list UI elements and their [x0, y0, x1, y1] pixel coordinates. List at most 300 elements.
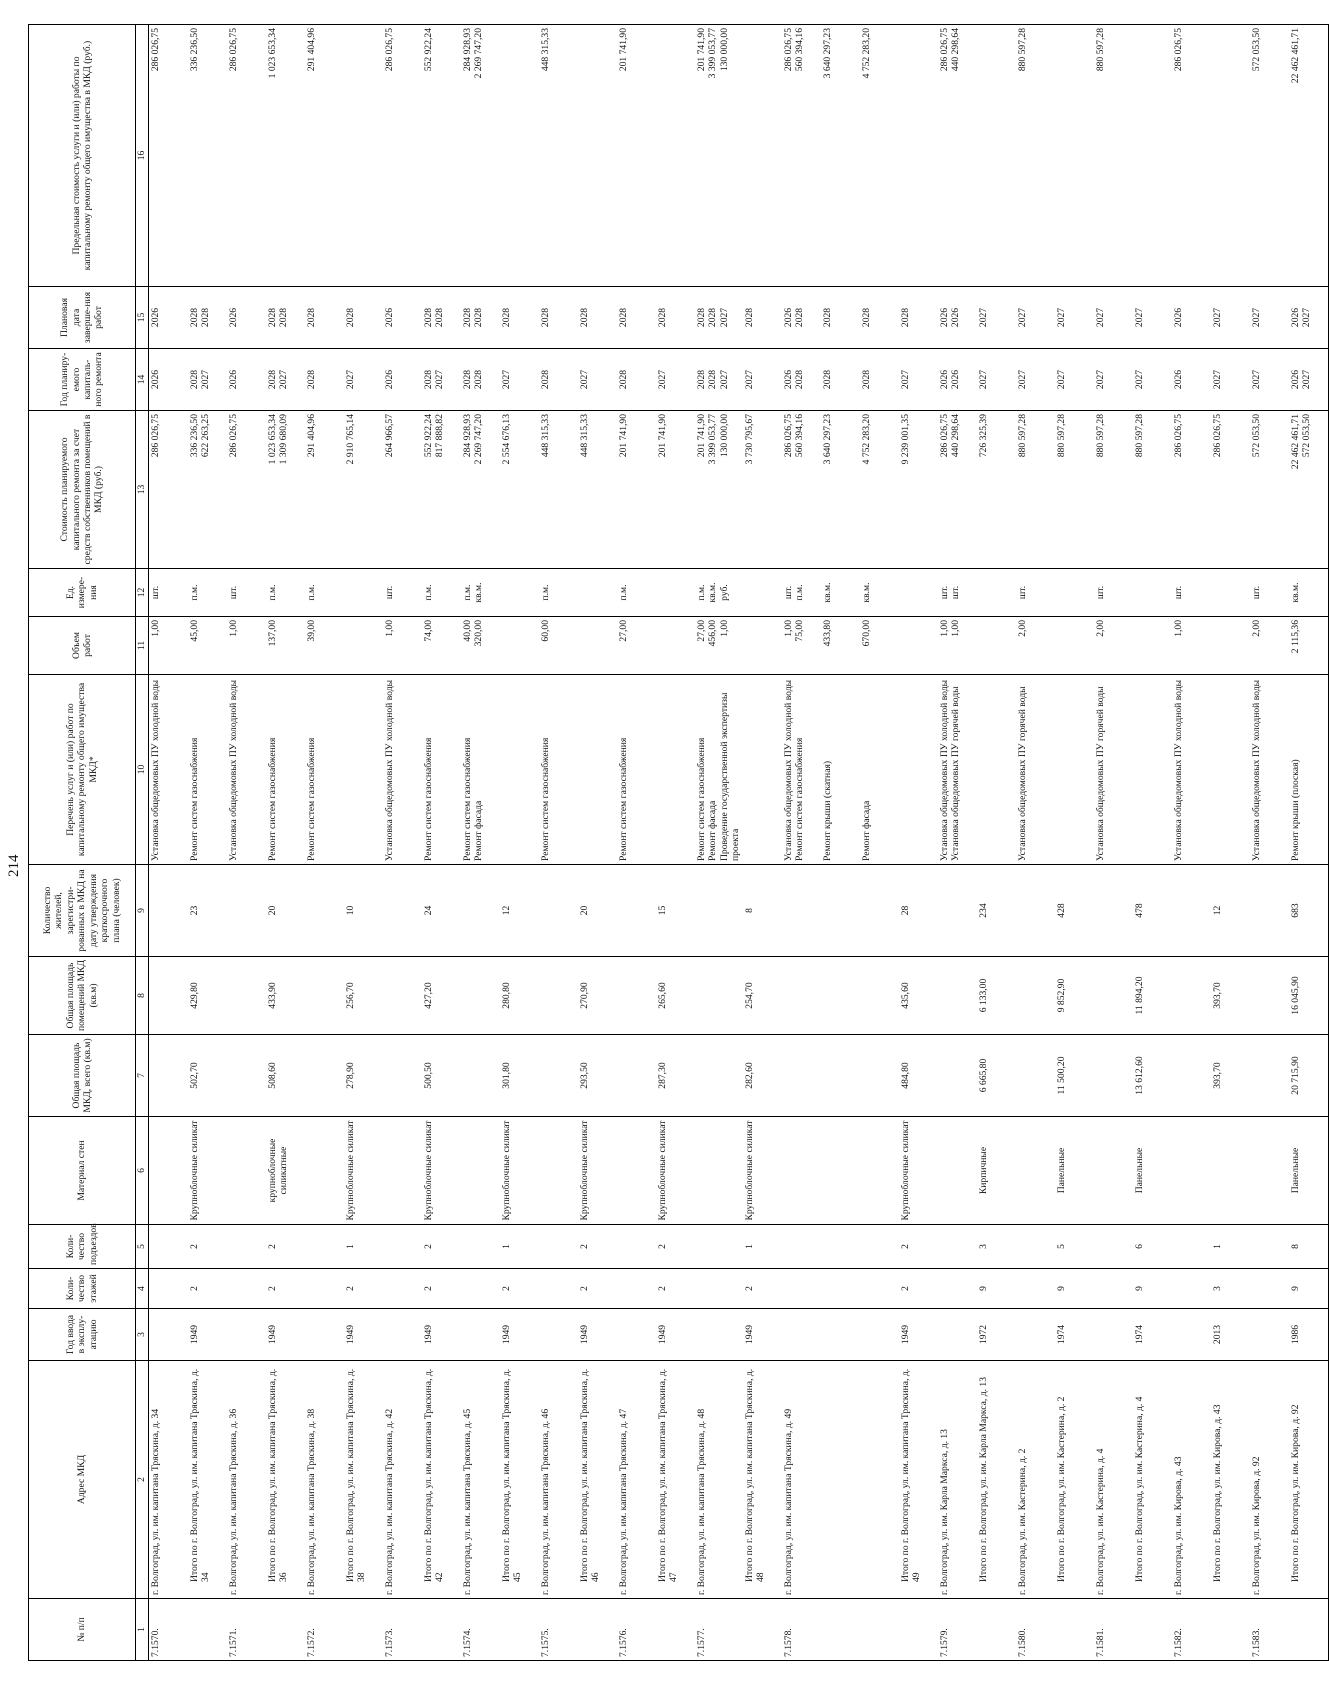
premises-area: 433,90: [266, 957, 305, 1035]
limit-cost: 4 752 283,20: [860, 25, 899, 287]
limit-cost: 880 597,28: [1016, 25, 1055, 287]
planned-cost: 552 922,24 817 888,82: [422, 411, 461, 569]
premises-area: [1172, 957, 1211, 1035]
wall-material: [305, 1117, 344, 1225]
planned-cost: 201 741,90: [656, 411, 695, 569]
residents-count: 28: [899, 865, 938, 957]
entrances-count: 5: [1055, 1225, 1094, 1269]
floors-count: 2: [422, 1269, 461, 1309]
repair-year: 2027: [344, 349, 383, 411]
work-volume: 2,00: [1250, 617, 1289, 675]
column-number: 16: [136, 25, 149, 287]
row-number: 7.1571.: [227, 1599, 266, 1661]
column-number: 14: [136, 349, 149, 411]
repair-plan-table: [28, 24, 1329, 1661]
entrances-count: [305, 1225, 344, 1269]
row-number: [899, 1599, 938, 1661]
limit-cost: 284 928,93 2 269 747,20: [461, 25, 500, 287]
unit: [578, 569, 617, 617]
floors-count: [461, 1269, 500, 1309]
work-volume: 670,00: [860, 617, 899, 675]
limit-cost: 286 026,75: [227, 25, 266, 287]
repair-year: 2027: [1094, 349, 1133, 411]
completion-date: 2026 2028: [782, 287, 821, 349]
completion-date: 2027: [1094, 287, 1133, 349]
unit: шт. шт.: [938, 569, 977, 617]
column-number: 9: [136, 865, 149, 957]
completion-date: 2028: [344, 287, 383, 349]
entrances-count: 2: [656, 1225, 695, 1269]
wall-material: [1094, 1117, 1133, 1225]
completion-date: 2028 2028: [422, 287, 461, 349]
floors-count: [860, 1269, 899, 1309]
works-list: Установка общедомовых ПУ холодной воды: [149, 675, 189, 865]
total-area: 6 665,80: [977, 1035, 1016, 1117]
address: г. Волгоград, ул. им. капитана Тряскина, д. 47: [617, 1361, 656, 1599]
works-list: Ремонт систем газоснабжения: [266, 675, 305, 865]
table-row: [227, 25, 266, 1661]
work-volume: [500, 617, 539, 675]
total-area: [149, 1035, 189, 1117]
premises-area: 429,80: [188, 957, 227, 1035]
premises-area: 270,90: [578, 957, 617, 1035]
row-number: 7.1573.: [383, 1599, 422, 1661]
work-volume: 433,80: [821, 617, 860, 675]
row-number: [1211, 1599, 1250, 1661]
completion-date: 2028: [899, 287, 938, 349]
table-row: [344, 25, 383, 1661]
table-row: [500, 25, 539, 1661]
premises-area: [149, 957, 189, 1035]
address: г. Волгоград, ул. им. капитана Тряскина, д. 36: [227, 1361, 266, 1599]
limit-cost: [899, 25, 938, 287]
floors-count: [695, 1269, 743, 1309]
address: г. Волгоград, ул. им. капитана Тряскина, д. 46: [539, 1361, 578, 1599]
total-area: 393,70: [1211, 1035, 1250, 1117]
residents-count: [383, 865, 422, 957]
completion-date: 2027: [1016, 287, 1055, 349]
total-area: 301,80: [500, 1035, 539, 1117]
unit: шт.: [227, 569, 266, 617]
completion-date: 2028: [305, 287, 344, 349]
column-header: Стоимость планируемого капитального ремонта за счет средств собственников помещений в МКД (руб.): [29, 411, 136, 569]
unit: шт.: [1250, 569, 1289, 617]
entrances-count: 2: [188, 1225, 227, 1269]
completion-date: 2028 2028: [461, 287, 500, 349]
commission-year: 1974: [1133, 1309, 1172, 1361]
commission-year: [1250, 1309, 1289, 1361]
repair-year: 2027: [899, 349, 938, 411]
works-list: [1055, 675, 1094, 865]
floors-count: 2: [266, 1269, 305, 1309]
limit-cost: 3 640 297,23: [821, 25, 860, 287]
address: Итого по г. Волгоград, ул. им. Кастерина, д. 2: [1055, 1361, 1094, 1599]
limit-cost: 22 462 461,71: [1289, 25, 1329, 287]
column-number: 3: [136, 1309, 149, 1361]
floors-count: [1094, 1269, 1133, 1309]
repair-year: 2028 2027: [266, 349, 305, 411]
table-row: [695, 25, 743, 1661]
work-volume: 137,00: [266, 617, 305, 675]
work-volume: [743, 617, 782, 675]
total-area: 287,30: [656, 1035, 695, 1117]
unit: п.м.: [422, 569, 461, 617]
address: Итого по г. Волгоград, ул. им. Карла Маркса, д. 13: [977, 1361, 1016, 1599]
row-number: 7.1581.: [1094, 1599, 1133, 1661]
works-list: Ремонт систем газоснабжения Ремонт фасада: [461, 675, 500, 865]
floors-count: [1250, 1269, 1289, 1309]
column-header: Общая площадь помещений МКД (кв.м): [29, 957, 136, 1035]
wall-material: Крупноблочные силикат: [344, 1117, 383, 1225]
total-area: [821, 1035, 860, 1117]
wall-material: [782, 1117, 821, 1225]
commission-year: 1949: [344, 1309, 383, 1361]
total-area: [539, 1035, 578, 1117]
column-header: Плановая дата заверше-ния работ: [29, 287, 136, 349]
premises-area: [227, 957, 266, 1035]
total-area: [695, 1035, 743, 1117]
repair-year: 2028: [305, 349, 344, 411]
residents-count: 8: [743, 865, 782, 957]
works-list: Установка общедомовых ПУ холодной воды: [1172, 675, 1211, 865]
commission-year: 1949: [500, 1309, 539, 1361]
planned-cost: 726 325,39: [977, 411, 1016, 569]
residents-count: [860, 865, 899, 957]
residents-count: [1094, 865, 1133, 957]
floors-count: 9: [1133, 1269, 1172, 1309]
table-row: [899, 25, 938, 1661]
planned-cost: 3 730 795,67: [743, 411, 782, 569]
total-area: 278,90: [344, 1035, 383, 1117]
planned-cost: 1 023 653,34 1 309 680,09: [266, 411, 305, 569]
commission-year: 1974: [1055, 1309, 1094, 1361]
total-area: 502,70: [188, 1035, 227, 1117]
planned-cost: 284 928,93 2 269 747,20: [461, 411, 500, 569]
floors-count: [383, 1269, 422, 1309]
column-header: Коли-чество подъездов: [29, 1225, 136, 1269]
row-number: 7.1583.: [1250, 1599, 1289, 1661]
commission-year: 1972: [977, 1309, 1016, 1361]
entrances-count: [782, 1225, 821, 1269]
wall-material: [383, 1117, 422, 1225]
repair-year: 2026 2028: [782, 349, 821, 411]
commission-year: 1949: [422, 1309, 461, 1361]
unit: [1211, 569, 1250, 617]
planned-cost: 286 026,75: [1172, 411, 1211, 569]
works-list: Установка общедомовых ПУ холодной воды: [1250, 675, 1289, 865]
repair-year: 2028 2028 2027: [695, 349, 743, 411]
column-header: Коли-чество этажей: [29, 1269, 136, 1309]
address: г. Волгоград, ул. им. Карла Маркса, д. 13: [938, 1361, 977, 1599]
repair-year: 2026: [1172, 349, 1211, 411]
residents-count: [461, 865, 500, 957]
unit: п.м.: [266, 569, 305, 617]
wall-material: Крупноблочные силикат: [500, 1117, 539, 1225]
table-body: [149, 25, 1329, 1661]
commission-year: [227, 1309, 266, 1361]
unit: [977, 569, 1016, 617]
premises-area: 6 133,00: [977, 957, 1016, 1035]
unit: п.м.: [539, 569, 578, 617]
unit: шт.: [1016, 569, 1055, 617]
entrances-count: 2: [422, 1225, 461, 1269]
floors-count: [539, 1269, 578, 1309]
premises-area: [305, 957, 344, 1035]
commission-year: 1949: [743, 1309, 782, 1361]
row-number: [1055, 1599, 1094, 1661]
unit: п.м. кв.м.: [461, 569, 500, 617]
works-list: Установка общедомовых ПУ холодной воды: [227, 675, 266, 865]
repair-year: 2027: [1133, 349, 1172, 411]
planned-cost: 22 462 461,71 572 053,50: [1289, 411, 1329, 569]
repair-year: 2028: [860, 349, 899, 411]
works-list: Установка общедомовых ПУ холодной воды Установка общедомовых ПУ горячей воды: [938, 675, 977, 865]
limit-cost: [578, 25, 617, 287]
total-area: 11 500,20: [1055, 1035, 1094, 1117]
works-list: [578, 675, 617, 865]
repair-year: 2028 2027: [422, 349, 461, 411]
work-volume: [899, 617, 938, 675]
residents-count: 23: [188, 865, 227, 957]
table-row: [1172, 25, 1211, 1661]
entrances-count: [1172, 1225, 1211, 1269]
planned-cost: 336 236,50 622 263,25: [188, 411, 227, 569]
planned-cost: 448 315,33: [578, 411, 617, 569]
planned-cost: 880 597,28: [1016, 411, 1055, 569]
address: г. Волгоград, ул. им. капитана Тряскина, д. 34: [149, 1361, 189, 1599]
entrances-count: 8: [1289, 1225, 1329, 1269]
floors-count: 2: [500, 1269, 539, 1309]
works-list: Установка общедомовых ПУ холодной воды Ремонт систем газоснабжения: [782, 675, 821, 865]
total-area: [227, 1035, 266, 1117]
completion-date: 2028: [860, 287, 899, 349]
wall-material: [821, 1117, 860, 1225]
residents-count: 10: [344, 865, 383, 957]
planned-cost: 880 597,28: [1094, 411, 1133, 569]
entrances-count: 1: [500, 1225, 539, 1269]
planned-cost: 286 026,75 560 394,16: [782, 411, 821, 569]
entrances-count: 1: [743, 1225, 782, 1269]
column-number: 15: [136, 287, 149, 349]
entrances-count: [860, 1225, 899, 1269]
works-list: Ремонт фасада: [860, 675, 899, 865]
column-header: Год ввода в эксплу-атацию: [29, 1309, 136, 1361]
residents-count: 20: [578, 865, 617, 957]
wall-material: [617, 1117, 656, 1225]
premises-area: 256,70: [344, 957, 383, 1035]
wall-material: [539, 1117, 578, 1225]
table-row: [743, 25, 782, 1661]
work-volume: [1055, 617, 1094, 675]
limit-cost: [1055, 25, 1094, 287]
total-area: 508,60: [266, 1035, 305, 1117]
address: г. Волгоград, ул. им. капитана Тряскина, д. 42: [383, 1361, 422, 1599]
wall-material: Крупноблочные силикат: [188, 1117, 227, 1225]
total-area: 282,60: [743, 1035, 782, 1117]
row-number: [500, 1599, 539, 1661]
floors-count: 3: [1211, 1269, 1250, 1309]
repair-year: 2027: [1250, 349, 1289, 411]
work-volume: [1211, 617, 1250, 675]
repair-year: 2027: [743, 349, 782, 411]
total-area: 293,50: [578, 1035, 617, 1117]
residents-count: 12: [1211, 865, 1250, 957]
floors-count: [227, 1269, 266, 1309]
residents-count: [1172, 865, 1211, 957]
residents-count: [782, 865, 821, 957]
works-list: Ремонт систем газоснабжения: [422, 675, 461, 865]
commission-year: 1949: [656, 1309, 695, 1361]
total-area: [305, 1035, 344, 1117]
row-number: 7.1579.: [938, 1599, 977, 1661]
works-list: [899, 675, 938, 865]
total-area: [383, 1035, 422, 1117]
entrances-count: 2: [578, 1225, 617, 1269]
limit-cost: 201 741,90 3 399 053,77 130 000,00: [695, 25, 743, 287]
works-list: [743, 675, 782, 865]
address: Итого по г. Волгоград, ул. им. капитана Тряскина, д. 46: [578, 1361, 617, 1599]
planned-cost: 880 597,28: [1055, 411, 1094, 569]
total-area: [860, 1035, 899, 1117]
floors-count: 9: [1055, 1269, 1094, 1309]
table-row: [782, 25, 821, 1661]
limit-cost: 1 023 653,34: [266, 25, 305, 287]
planned-cost: 286 026,75: [227, 411, 266, 569]
column-header: Количество жителей, зарегистри-рованных в МКД на дату утверждения краткосрочного плана (человек): [29, 865, 136, 957]
limit-cost: 286 026,75 560 394,16: [782, 25, 821, 287]
completion-date: 2028: [578, 287, 617, 349]
floors-count: 2: [578, 1269, 617, 1309]
work-volume: [977, 617, 1016, 675]
residents-count: [305, 865, 344, 957]
residents-count: 24: [422, 865, 461, 957]
column-header: Объем работ: [29, 617, 136, 675]
works-list: [1211, 675, 1250, 865]
commission-year: [1172, 1309, 1211, 1361]
column-header: Материал стен: [29, 1117, 136, 1225]
entrances-count: 3: [977, 1225, 1016, 1269]
row-number: [860, 1599, 899, 1661]
repair-year: 2027: [578, 349, 617, 411]
premises-area: 16 045,90: [1289, 957, 1329, 1035]
limit-cost: 336 236,50: [188, 25, 227, 287]
limit-cost: 286 026,75: [1172, 25, 1211, 287]
commission-year: [1016, 1309, 1055, 1361]
table-row: [821, 25, 860, 1661]
address: Итого по г. Волгоград, ул. им. капитана Тряскина, д. 47: [656, 1361, 695, 1599]
limit-cost: 448 315,33: [539, 25, 578, 287]
completion-date: 2028: [617, 287, 656, 349]
works-list: Установка общедомовых ПУ горячей воды: [1094, 675, 1133, 865]
column-header: Общая площадь МКД, всего (кв.м): [29, 1035, 136, 1117]
entrances-count: [938, 1225, 977, 1269]
wall-material: [1250, 1117, 1289, 1225]
planned-cost: 572 053,50: [1250, 411, 1289, 569]
completion-date: 2026: [1172, 287, 1211, 349]
floors-count: 2: [344, 1269, 383, 1309]
residents-count: 12: [500, 865, 539, 957]
premises-area: 11 894,20: [1133, 957, 1172, 1035]
unit: шт.: [1094, 569, 1133, 617]
residents-count: 15: [656, 865, 695, 957]
commission-year: [617, 1309, 656, 1361]
commission-year: [305, 1309, 344, 1361]
work-volume: 2,00: [1016, 617, 1055, 675]
unit: п.м.: [305, 569, 344, 617]
repair-year: 2026: [227, 349, 266, 411]
wall-material: Крупноблочные силикат: [578, 1117, 617, 1225]
column-header: Ед. измере-ния: [29, 569, 136, 617]
column-number: 4: [136, 1269, 149, 1309]
premises-area: [938, 957, 977, 1035]
premises-area: 393,70: [1211, 957, 1250, 1035]
premises-area: 427,20: [422, 957, 461, 1035]
row-number: 7.1582.: [1172, 1599, 1211, 1661]
table-row: [305, 25, 344, 1661]
wall-material: [1172, 1117, 1211, 1225]
column-number: 10: [136, 675, 149, 865]
work-volume: [578, 617, 617, 675]
wall-material: [149, 1117, 189, 1225]
repair-year: 2027: [1211, 349, 1250, 411]
residents-count: 20: [266, 865, 305, 957]
limit-cost: [743, 25, 782, 287]
table-row: [383, 25, 422, 1661]
unit: шт. п.м.: [782, 569, 821, 617]
column-number: 6: [136, 1117, 149, 1225]
page-number: 214: [6, 854, 22, 877]
residents-count: [617, 865, 656, 957]
completion-date: 2028 2028: [188, 287, 227, 349]
planned-cost: 286 026,75: [1211, 411, 1250, 569]
column-header: Перечень услуг и (или) работ по капитальному ремонту общего имущества МКД*: [29, 675, 136, 865]
column-number: 8: [136, 957, 149, 1035]
wall-material: Панельные: [1133, 1117, 1172, 1225]
premises-area: [1250, 957, 1289, 1035]
work-volume: 27,00 456,00 1,00: [695, 617, 743, 675]
work-volume: 40,00 320,00: [461, 617, 500, 675]
repair-year: 2026 2026: [938, 349, 977, 411]
floors-count: [938, 1269, 977, 1309]
commission-year: [1094, 1309, 1133, 1361]
works-list: Ремонт крыши (скатная): [821, 675, 860, 865]
completion-date: 2026: [383, 287, 422, 349]
table-row: [860, 25, 899, 1661]
row-number: [578, 1599, 617, 1661]
address: г. Волгоград, ул. им. Кастерина, д. 2: [1016, 1361, 1055, 1599]
row-number: [344, 1599, 383, 1661]
unit: [743, 569, 782, 617]
completion-date: 2027: [977, 287, 1016, 349]
residents-count: 234: [977, 865, 1016, 957]
unit: кв.м.: [821, 569, 860, 617]
table-row: [1289, 25, 1329, 1661]
total-area: 500,50: [422, 1035, 461, 1117]
table-row: [149, 25, 189, 1661]
repair-year: 2026: [149, 349, 189, 411]
floors-count: 2: [188, 1269, 227, 1309]
unit: [1055, 569, 1094, 617]
repair-year: 2026: [383, 349, 422, 411]
column-number: 7: [136, 1035, 149, 1117]
address: г. Волгоград, ул. им. Кирова, д. 43: [1172, 1361, 1211, 1599]
column-number: 5: [136, 1225, 149, 1269]
completion-date: 2028 2028: [266, 287, 305, 349]
residents-count: [1250, 865, 1289, 957]
row-number: 7.1574.: [461, 1599, 500, 1661]
repair-year: 2027: [977, 349, 1016, 411]
entrances-count: [695, 1225, 743, 1269]
